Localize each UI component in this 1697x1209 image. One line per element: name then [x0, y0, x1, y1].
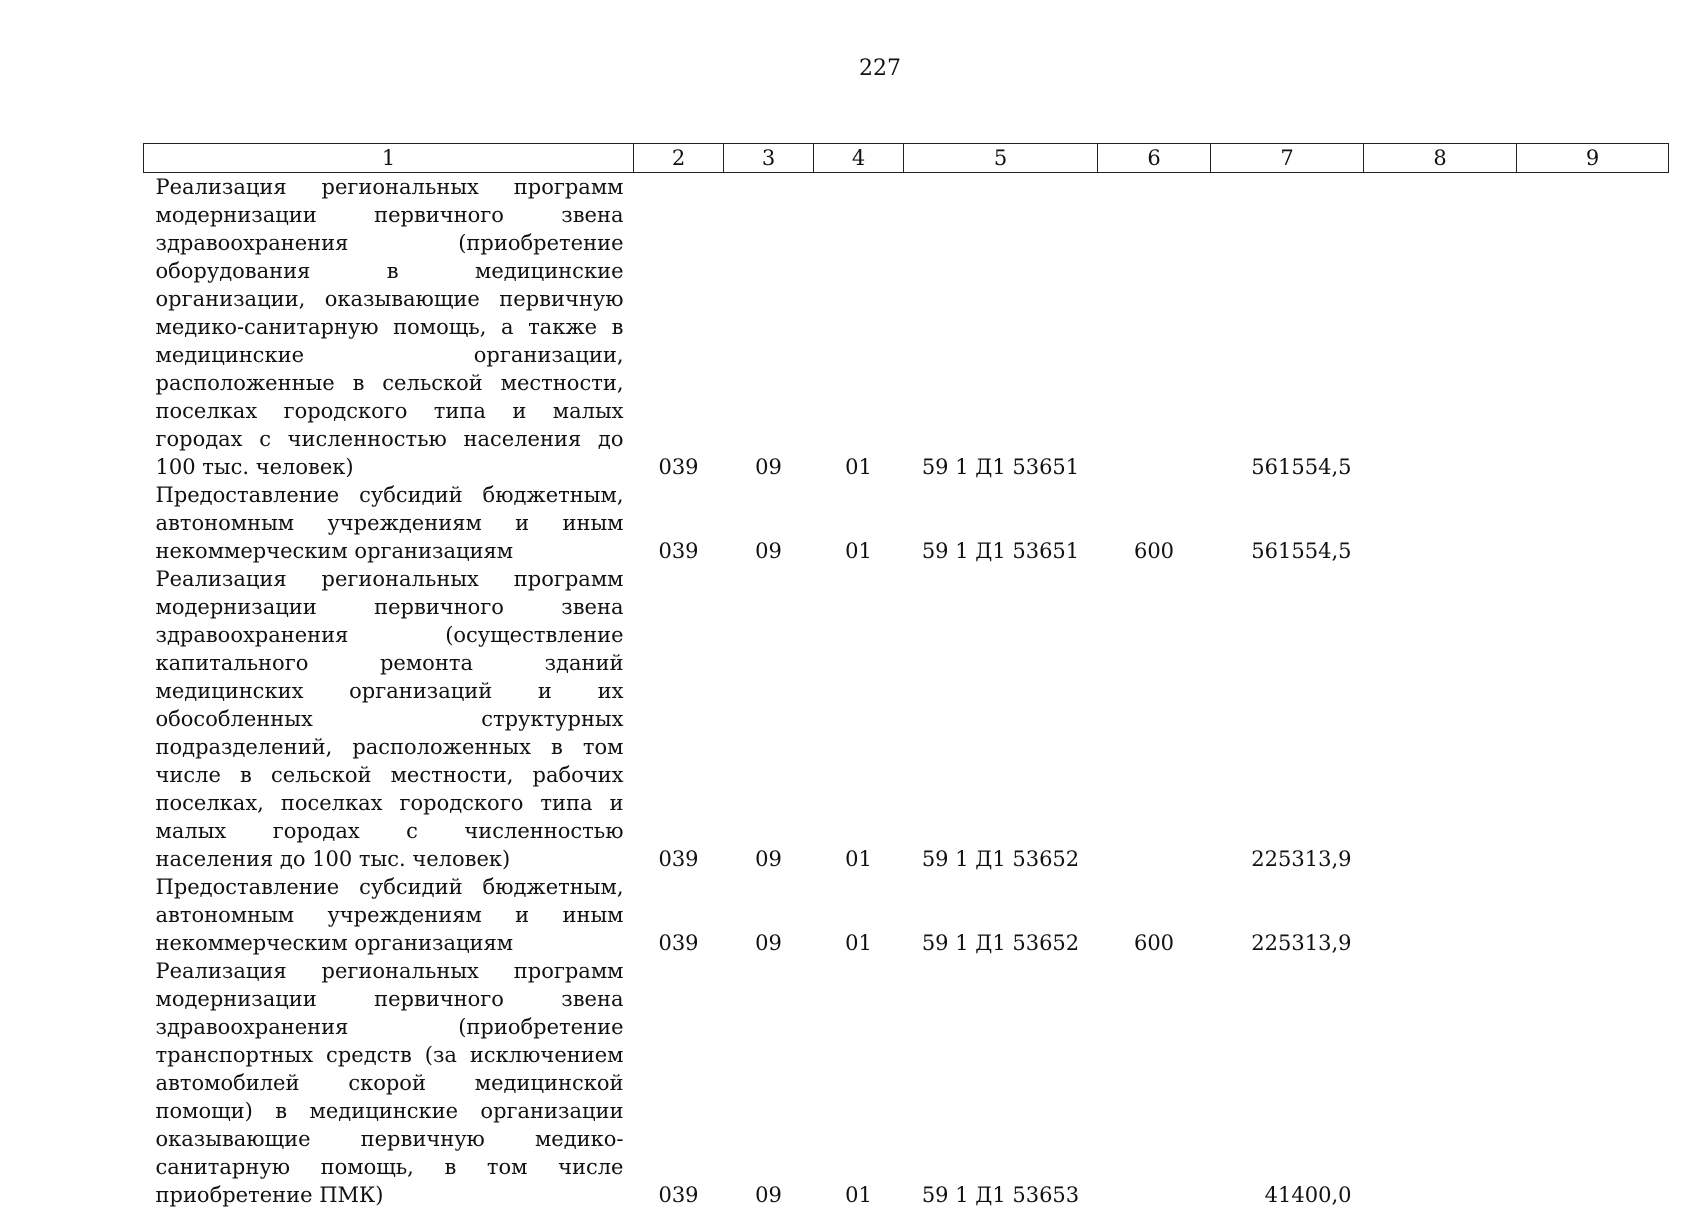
column-header-4: 4	[814, 144, 904, 173]
cell-section: 09	[755, 455, 782, 479]
cell-expense-type	[1098, 173, 1211, 482]
row-description: Реализация региональных программ модернизации первичного звена здравоохранения (приобретение транспортных средств (за исключением автомобилей скорой медицинской помощи) в медицинские организации оказывающие первичную медико-санитарную помощь, в том числе приобретение ПМК)	[155, 959, 624, 1207]
cell-amount: 561554,5	[1251, 455, 1352, 479]
cell-amount-8	[1364, 173, 1517, 482]
cell-amount: 225313,9	[1251, 847, 1352, 871]
cell-amount-8	[1364, 565, 1517, 873]
table-row	[144, 481, 1669, 565]
cell-amount-9	[1517, 481, 1669, 565]
cell-target-article: 59 1 Д1 53651	[921, 455, 1080, 479]
column-header-9: 9	[1517, 144, 1669, 173]
column-header-5: 5	[904, 144, 1098, 173]
cell-amount: 561554,5	[1251, 539, 1352, 563]
column-header-1: 1	[144, 144, 634, 173]
cell-target-article: 59 1 Д1 53653	[921, 1183, 1080, 1207]
cell-ministry-code: 039	[658, 847, 699, 871]
cell-target-article: 59 1 Д1 53652	[921, 847, 1080, 871]
table-row	[144, 565, 1669, 873]
cell-section: 09	[755, 847, 782, 871]
cell-target-article: 59 1 Д1 53651	[921, 539, 1080, 563]
budget-table	[143, 143, 1669, 1209]
header-row	[144, 144, 1669, 173]
cell-expense-type	[1098, 957, 1211, 1209]
cell-ministry-code: 039	[658, 539, 699, 563]
cell-amount: 225313,9	[1251, 931, 1352, 955]
cell-amount: 41400,0	[1264, 1183, 1352, 1207]
row-description: Реализация региональных программ модернизации первичного звена здравоохранения (осуществление капитального ремонта зданий медицинских организаций и их обособленных структурных подразделений, расположенных в том числе в сельской местности, рабочих поселках, поселках городского типа и малых городах с численностью населения до 100 тыс. человек)	[155, 567, 624, 871]
cell-amount-8	[1364, 957, 1517, 1209]
cell-expense-type: 600	[1133, 539, 1175, 563]
cell-subsection: 01	[845, 847, 872, 871]
row-description: Предоставление субсидий бюджетным, автономным учреждениям и иным некоммерческим организациям	[155, 483, 624, 563]
column-header-7: 7	[1211, 144, 1364, 173]
cell-amount-9	[1517, 957, 1669, 1209]
cell-section: 09	[755, 931, 782, 955]
column-header-3: 3	[724, 144, 814, 173]
cell-subsection: 01	[845, 539, 872, 563]
cell-section: 09	[755, 1183, 782, 1207]
cell-expense-type: 600	[1133, 931, 1175, 955]
table-row	[144, 873, 1669, 957]
cell-amount-8	[1364, 481, 1517, 565]
column-header-8: 8	[1364, 144, 1517, 173]
page-number: 227	[859, 56, 901, 81]
cell-amount-8	[1364, 873, 1517, 957]
table-row	[144, 173, 1669, 482]
column-header-6: 6	[1098, 144, 1211, 173]
cell-ministry-code: 039	[658, 1183, 699, 1207]
cell-amount-9	[1517, 873, 1669, 957]
row-description: Реализация региональных программ модернизации первичного звена здравоохранения (приобретение оборудования в медицинские организации, оказывающие первичную медико-санитарную помощь, а также в медицинские организации, расположенные в сельской местности, поселках городского типа и малых городах с численностью населения до 100 тыс. человек)	[155, 175, 624, 479]
cell-amount-9	[1517, 565, 1669, 873]
cell-ministry-code: 039	[658, 455, 699, 479]
row-description: Предоставление субсидий бюджетным, автономным учреждениям и иным некоммерческим организациям	[155, 875, 624, 955]
column-header-2: 2	[634, 144, 724, 173]
cell-amount-9	[1517, 173, 1669, 482]
cell-ministry-code: 039	[658, 931, 699, 955]
cell-subsection: 01	[845, 931, 872, 955]
cell-subsection: 01	[845, 455, 872, 479]
cell-target-article: 59 1 Д1 53652	[921, 931, 1080, 955]
table-row	[144, 957, 1669, 1209]
cell-expense-type	[1098, 565, 1211, 873]
cell-section: 09	[755, 539, 782, 563]
cell-subsection: 01	[845, 1183, 872, 1207]
